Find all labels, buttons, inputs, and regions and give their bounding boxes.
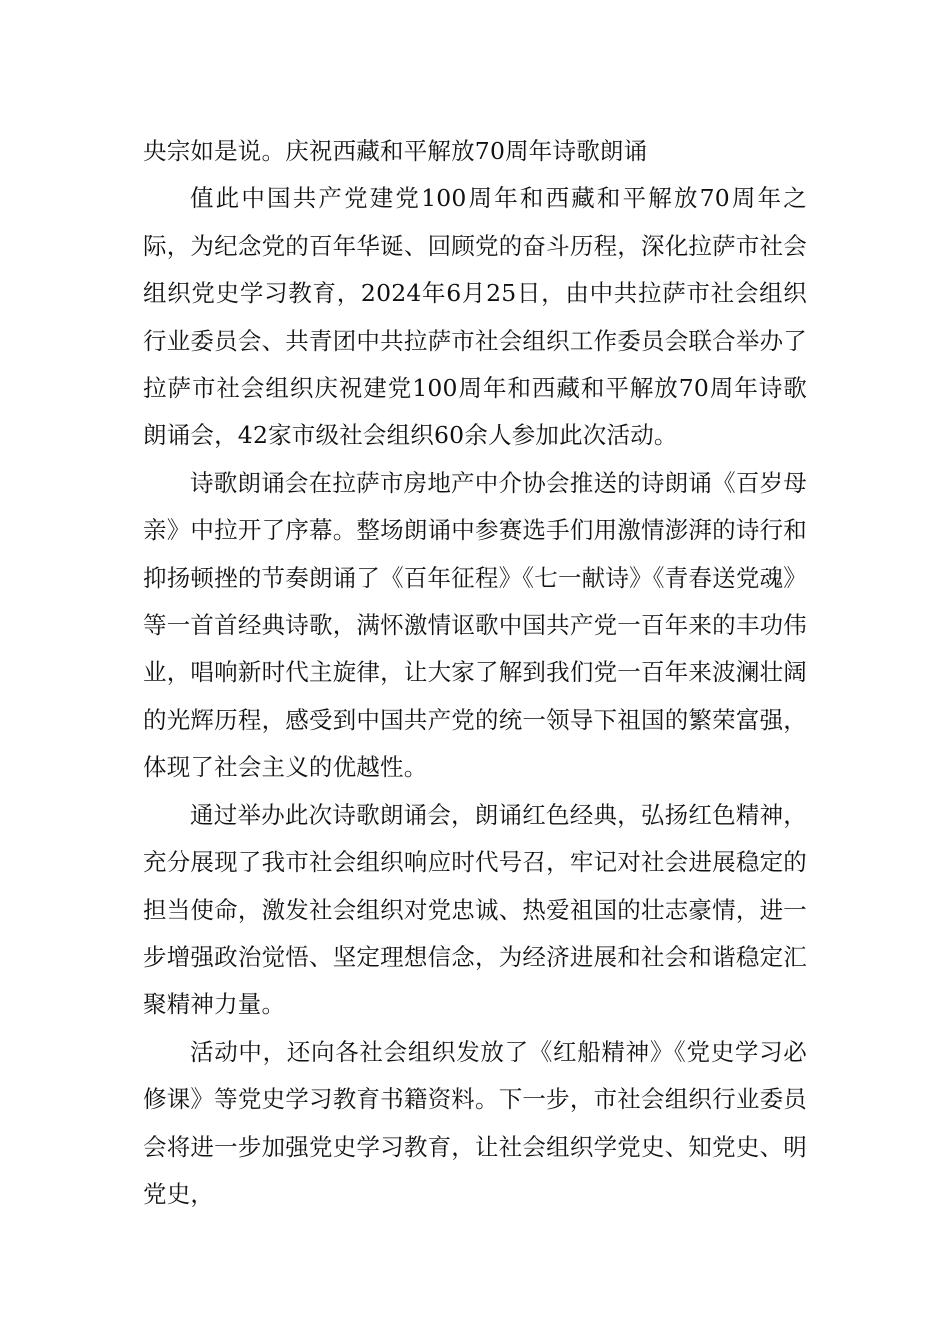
paragraph-continuation-title: 央宗如是说。庆祝西藏和平解放70周年诗歌朗诵 — [143, 137, 648, 165]
paragraph-event-intro: 值此中国共产党建党100周年和西藏和平解放70周年之际，为纪念党的百年华诞、回顾党的奋斗历程，深化拉萨市社会组织党史学习教育，2024年6月25日，由中共拉萨市社会组织行业委员会、共青团中共拉萨市社会组织工作委员会联合举办了拉萨市社会组织庆祝建党100周年和西藏和平解放70周年诗歌朗诵会，42家市级社会组织60余人参加此次活动。 — [143, 184, 807, 450]
paragraph-significance: 通过举办此次诗歌朗诵会，朗诵红色经典，弘扬红色精神，充分展现了我市社会组织响应时代号召，牢记对社会进展稳定的担当使命，激发社会组织对党忠诚、热爱祖国的壮志豪情，进一步增强政治觉悟、坚定理想信念，为经济进展和社会和谐稳定汇聚精神力量。 — [143, 800, 807, 1019]
document-body — [143, 128, 807, 1218]
paragraph-next-steps: 活动中，还向各社会组织发放了《红船精神》《党史学习必修课》等党史学习教育书籍资料。下一步，市社会组织行业委员会将进一步加强党史学习教育，让社会组织学党史、知党史、明党史， — [143, 1037, 807, 1208]
paragraph-recital-content: 诗歌朗诵会在拉萨市房地产中介协会推送的诗朗诵《百岁母亲》中拉开了序幕。整场朗诵中参赛选手们用激情澎湃的诗行和抑扬顿挫的节奏朗诵了《百年征程》《七一献诗》《青春送党魂》等一首首经典诗歌，满怀激情讴歌中国共产党一百年来的丰功伟业，唱响新时代主旋律，让大家了解到我们党一百年来波澜壮阔的光辉历程，感受到中国共产党的统一领导下祖国的繁荣富强，体现了社会主义的优越性。 — [143, 468, 807, 782]
